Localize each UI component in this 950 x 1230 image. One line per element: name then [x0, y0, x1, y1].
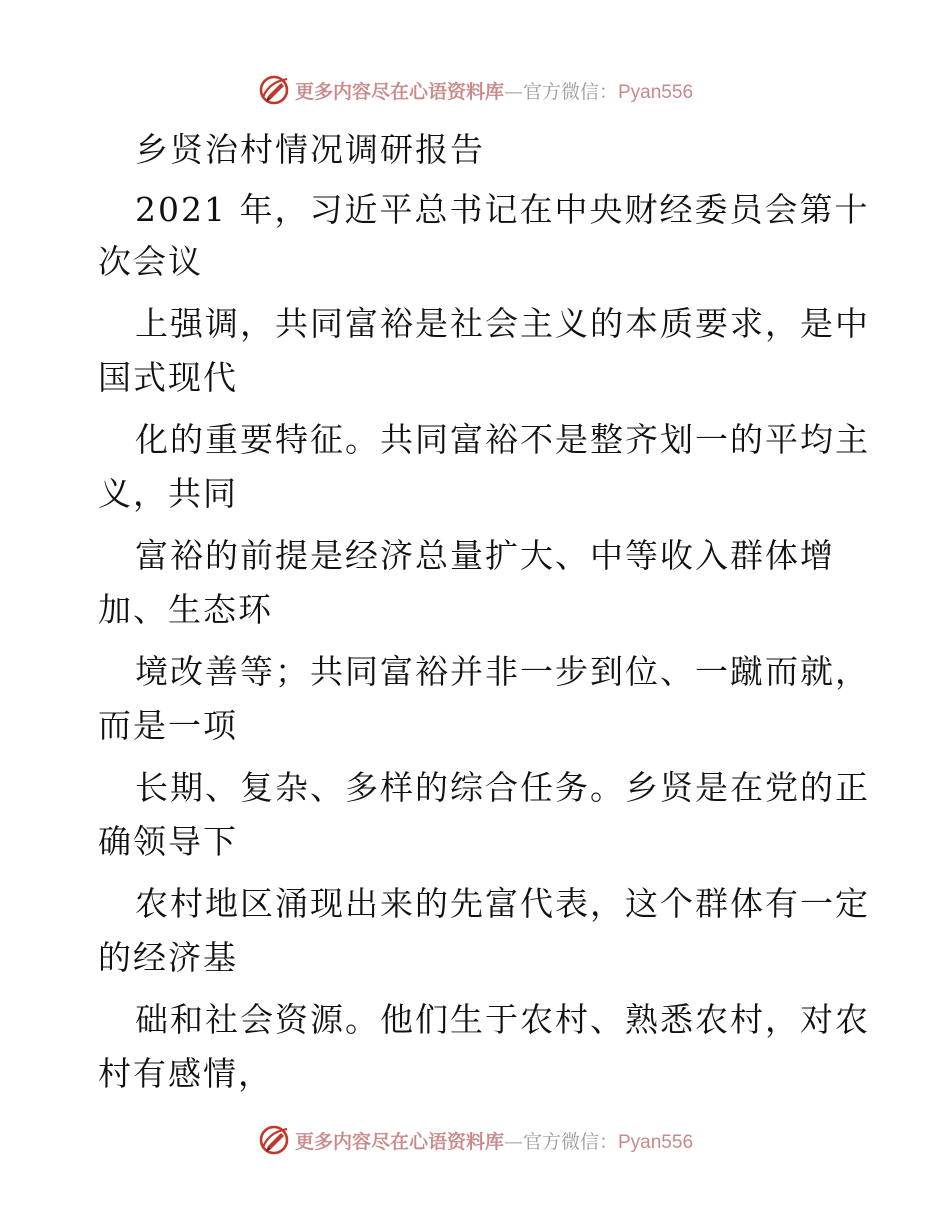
header-banner-text — [295, 77, 693, 104]
paragraph-line: 上强调，共同富裕是社会主义的本质要求，是中 — [135, 304, 870, 343]
header-wechat-label: 官方微信： — [522, 80, 618, 103]
footer-wechat-label: 官方微信： — [522, 1130, 618, 1153]
footer-wechat-id: Pyan556 — [618, 1131, 694, 1153]
paragraph-line: 2021 年，习近平总书记在中央财经委员会第十 — [135, 190, 870, 229]
paragraph-line: 农村地区涌现出来的先富代表，这个群体有一定 — [135, 884, 870, 923]
header-banner-inner — [257, 73, 693, 107]
paragraph-line: 的经济基 — [98, 938, 238, 977]
paragraph-line: 长期、复杂、多样的综合任务。乡贤是在党的正 — [135, 768, 870, 807]
header-banner — [0, 70, 950, 110]
header-wechat-id: Pyan556 — [618, 81, 694, 103]
footer-banner-inner — [257, 1123, 693, 1157]
paragraph-line: 化的重要特征。共同富裕不是整齐划一的平均主 — [135, 420, 870, 459]
paragraph-line: 而是一项 — [98, 706, 238, 745]
paragraph-line: 确领导下 — [98, 822, 238, 861]
pen-swirl-logo-icon — [257, 73, 291, 107]
header-dash: — — [503, 80, 523, 103]
header-promo-text: 更多内容尽在心语资料库 — [294, 80, 504, 103]
paragraph-line: 义，共同 — [98, 474, 238, 513]
paragraph-line: 次会议 — [98, 242, 203, 281]
footer-banner-text — [295, 1127, 693, 1154]
pen-swirl-logo-icon — [257, 1123, 291, 1157]
paragraph-line: 加、生态环 — [98, 590, 273, 629]
paragraph-line: 础和社会资源。他们生于农村、熟悉农村，对农 — [135, 1000, 870, 1039]
document-title: 乡贤治村情况调研报告 — [135, 130, 485, 169]
paragraph-line: 境改善等；共同富裕并非一步到位、一蹴而就， — [135, 652, 870, 691]
footer-banner — [0, 1120, 950, 1160]
paragraph-line: 村有感情， — [98, 1054, 273, 1093]
footer-promo-text: 更多内容尽在心语资料库 — [294, 1130, 504, 1153]
paragraph-line: 富裕的前提是经济总量扩大、中等收入群体增 — [135, 536, 835, 575]
paragraph-line: 国式现代 — [98, 358, 238, 397]
footer-dash: — — [503, 1130, 523, 1153]
